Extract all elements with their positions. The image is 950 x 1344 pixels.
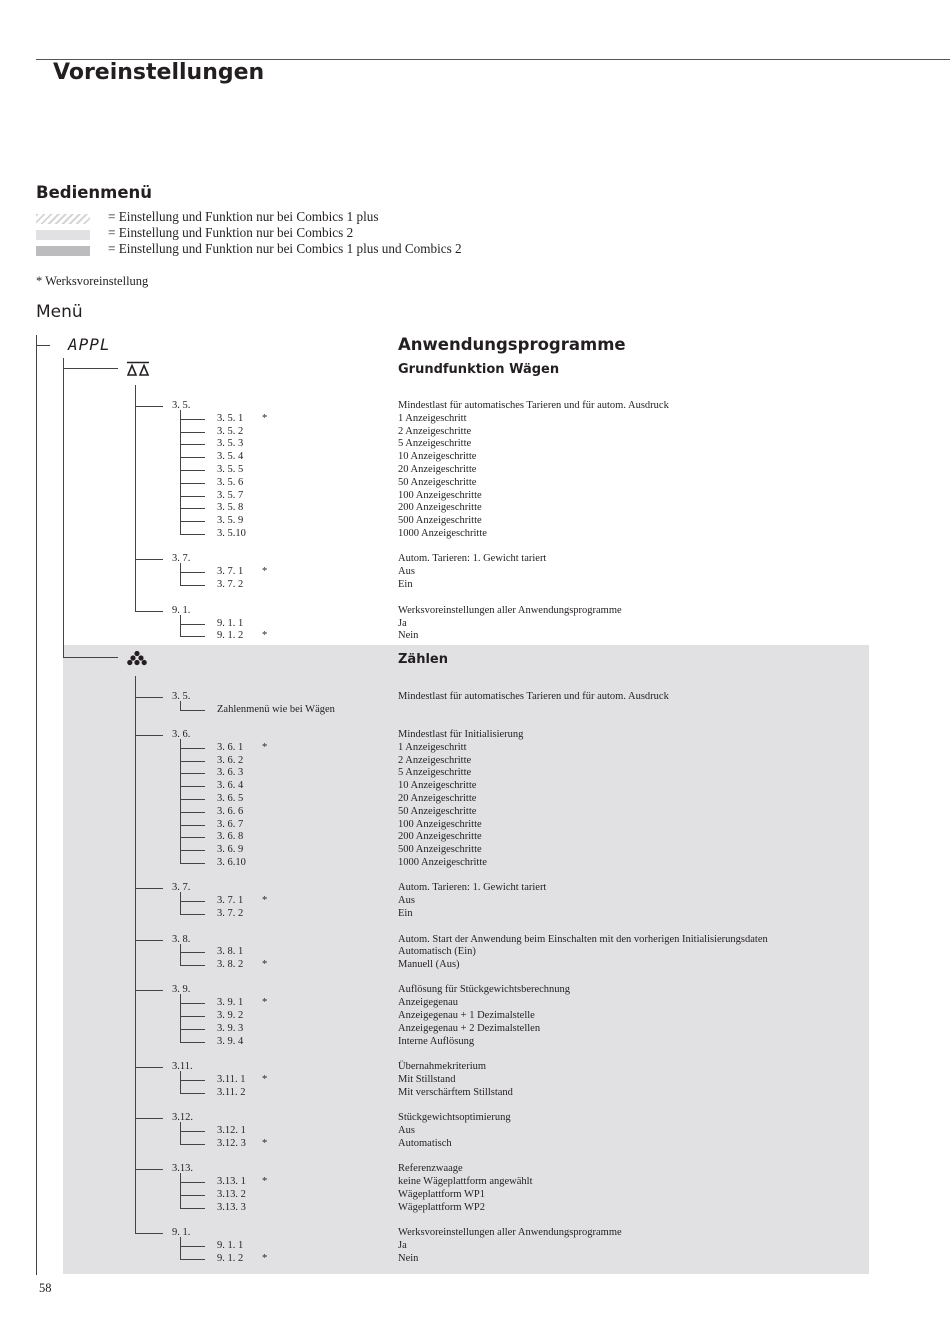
menu-code: 3. 9. 1 — [217, 997, 244, 1008]
menu-code: 3. 7. — [172, 882, 191, 893]
menu-description: Autom. Tarieren: 1. Gewicht tariert — [398, 553, 547, 564]
menu-description: Mindestlast für automatisches Tarieren und für autom. Ausdruck — [398, 691, 669, 702]
factory-default-marker: * — [262, 1176, 268, 1187]
dark-gray-swatch — [36, 246, 90, 256]
menu-description: Aus — [398, 895, 415, 906]
menu-code: 3. 6. 9 — [217, 844, 244, 855]
menu-code: 3. 5. 5 — [217, 464, 244, 475]
menu-description: Ein — [398, 579, 413, 590]
menu-code: 9. 1. — [172, 1227, 191, 1238]
menu-code: 3.13. 2 — [217, 1189, 246, 1200]
counting-row — [0, 1086, 950, 1099]
menu-description: Autom. Tarieren: 1. Gewicht tariert — [398, 882, 547, 893]
menu-description: Anzeigegenau + 2 Dezimalstellen — [398, 1023, 541, 1034]
counting-row — [0, 779, 950, 792]
menu-description: Nein — [398, 630, 419, 641]
counting-row — [0, 1060, 950, 1073]
legend-text: = Einstellung und Funktion nur bei Combics 1 plus und Combics 2 — [108, 241, 462, 256]
weighing-row — [0, 501, 950, 514]
menu-code: 3. 6. 5 — [217, 793, 244, 804]
menu-code: 3. 8. 1 — [217, 946, 244, 957]
factory-default-marker: * — [262, 959, 268, 970]
weighing-row — [0, 565, 950, 578]
menu-description: Manuell (Aus) — [398, 959, 460, 970]
menu-description: Interne Auflösung — [398, 1036, 475, 1047]
menu-code: 3. 5.10 — [217, 528, 246, 539]
counting-row — [0, 996, 950, 1009]
counting-row — [0, 1022, 950, 1035]
menu-code: 3. 5. 4 — [217, 451, 244, 462]
counting-row — [0, 792, 950, 805]
menu-description: Anzeigegenau + 1 Dezimalstelle — [398, 1010, 535, 1021]
weighing-row — [0, 463, 950, 476]
menu-description: Übernahmekriterium — [398, 1061, 487, 1072]
counting-row — [0, 1073, 950, 1086]
factory-default-marker: * — [262, 1074, 268, 1085]
appl-code: APPL — [68, 335, 111, 354]
counting-row — [0, 894, 950, 907]
menu-description: Auflösung für Stückgewichtsberechnung — [398, 984, 571, 995]
menu-code: 3.11. — [172, 1061, 193, 1072]
counting-row — [0, 1226, 950, 1239]
weighing-row — [0, 437, 950, 450]
menu-code: 3. 9. 2 — [217, 1010, 244, 1021]
menu-description: Stückgewichtsoptimierung — [398, 1112, 511, 1123]
counting-row — [0, 805, 950, 818]
menu-description: Automatisch — [398, 1138, 452, 1149]
counting-row — [0, 1009, 950, 1022]
menu-description: 1 Anzeigeschritt — [398, 742, 467, 753]
menu-description: 200 Anzeigeschritte — [398, 502, 482, 513]
appl-heading: Anwendungsprogramme — [398, 335, 626, 354]
menu-description: 500 Anzeigeschritte — [398, 844, 482, 855]
factory-default-marker: * — [262, 413, 268, 424]
menu-description: 1000 Anzeigeschritte — [398, 857, 487, 868]
menu-code: 3. 6. 6 — [217, 806, 244, 817]
factory-default-marker: * — [262, 742, 268, 753]
tree-branch — [63, 368, 118, 369]
menu-code: 3. 6. 7 — [217, 819, 244, 830]
hatched-swatch — [36, 214, 90, 224]
menu-code: 9. 1. 1 — [217, 618, 244, 629]
menu-description: 5 Anzeigeschritte — [398, 767, 472, 778]
counting-row — [0, 830, 950, 843]
counting-row — [0, 856, 950, 869]
menu-description: Mindestlast für Initialisierung — [398, 729, 524, 740]
menu-description: Aus — [398, 566, 415, 577]
menu-code: 3. 9. 3 — [217, 1023, 244, 1034]
weighing-row — [0, 450, 950, 463]
menu-code: 3. 5. 1 — [217, 413, 244, 424]
factory-default-marker: * — [262, 1138, 268, 1149]
menu-description: 20 Anzeigeschritte — [398, 464, 477, 475]
menu-description: 5 Anzeigeschritte — [398, 438, 472, 449]
weighing-row — [0, 578, 950, 591]
tree-branch — [36, 345, 50, 346]
weighing-row — [0, 412, 950, 425]
weighing-row — [0, 476, 950, 489]
counting-row — [0, 983, 950, 996]
menu-code: 3. 8. — [172, 934, 191, 945]
menu-description: Anzeigegenau — [398, 997, 459, 1008]
menu-code: 3.13. 3 — [217, 1202, 246, 1213]
light-gray-swatch — [36, 230, 90, 240]
menu-description: Werksvoreinstellungen aller Anwendungsprogramme — [398, 1227, 622, 1238]
menu-code: 3. 6. 8 — [217, 831, 244, 842]
counting-row — [0, 766, 950, 779]
menu-description: Mit Stillstand — [398, 1074, 456, 1085]
weighing-row — [0, 604, 950, 617]
menu-description: 100 Anzeigeschritte — [398, 819, 482, 830]
menu-description: Automatisch (Ein) — [398, 946, 476, 957]
counting-row — [0, 1035, 950, 1048]
counting-row — [0, 907, 950, 920]
menu-code: 3. 9. — [172, 984, 191, 995]
counting-row — [0, 1124, 950, 1137]
menu-code: 3. 6. 3 — [217, 767, 244, 778]
counting-row — [0, 1162, 950, 1175]
menu-description: 10 Anzeigeschritte — [398, 451, 477, 462]
menu-description: Aus — [398, 1125, 415, 1136]
menu-code: 3.12. — [172, 1112, 193, 1123]
menu-description: Wägeplattform WP2 — [398, 1202, 485, 1213]
factory-default-marker: * — [262, 1253, 268, 1264]
menu-code: 3. 5. — [172, 691, 191, 702]
menu-description: 50 Anzeigeschritte — [398, 477, 477, 488]
counting-icon — [127, 650, 147, 666]
tree-branch — [63, 657, 118, 658]
counting-row — [0, 1188, 950, 1201]
menu-description: Mindestlast für automatisches Tarieren und für autom. Ausdruck — [398, 400, 669, 411]
menu-description: 2 Anzeigeschritte — [398, 426, 472, 437]
legend-text: = Einstellung und Funktion nur bei Combics 2 — [108, 225, 354, 240]
menu-code: 3.13. — [172, 1163, 193, 1174]
counting-row — [0, 1175, 950, 1188]
menu-code: 3.11. 2 — [217, 1087, 246, 1098]
weighing-row — [0, 552, 950, 565]
factory-default-marker: * — [262, 630, 268, 641]
menu-code: 3. 7. 1 — [217, 566, 244, 577]
page-number: 58 — [39, 1281, 52, 1295]
legend-text: = Einstellung und Funktion nur bei Combics 1 plus — [108, 209, 379, 224]
menu-code: 3. 6. — [172, 729, 191, 740]
counting-row — [0, 741, 950, 754]
menu-code: 9. 1. 2 — [217, 1253, 244, 1264]
factory-default-marker: * — [262, 895, 268, 906]
menu-code: 3. 7. 1 — [217, 895, 244, 906]
menu-code: 3. 5. 6 — [217, 477, 244, 488]
counting-row — [0, 843, 950, 856]
menu-code: Zahlenmenü wie bei Wägen — [217, 704, 335, 715]
menu-description: 50 Anzeigeschritte — [398, 806, 477, 817]
menu-description: Nein — [398, 1253, 419, 1264]
menu-code: 3. 6.10 — [217, 857, 246, 868]
counting-row — [0, 1239, 950, 1252]
factory-default-marker: * — [262, 566, 268, 577]
menu-code: 3. 5. 7 — [217, 490, 244, 501]
weighing-row — [0, 514, 950, 527]
menu-code: 3. 7. 2 — [217, 908, 244, 919]
counting-row — [0, 1111, 950, 1124]
menu-code: 3. 8. 2 — [217, 959, 244, 970]
menu-code: 3.12. 1 — [217, 1125, 246, 1136]
menu-code: 3. 5. 3 — [217, 438, 244, 449]
menu-code: 3. 5. 9 — [217, 515, 244, 526]
menu-description: Referenzwaage — [398, 1163, 463, 1174]
menu-description: 2 Anzeigeschritte — [398, 755, 472, 766]
counting-row — [0, 1252, 950, 1265]
menu-code: 9. 1. 1 — [217, 1240, 244, 1251]
menu-code: 9. 1. 2 — [217, 630, 244, 641]
counting-row — [0, 945, 950, 958]
counting-row — [0, 703, 950, 716]
menu-code: 3. 9. 4 — [217, 1036, 244, 1047]
factory-default-marker: * — [262, 997, 268, 1008]
menu-description: 100 Anzeigeschritte — [398, 490, 482, 501]
menu-description: Ja — [398, 1240, 407, 1251]
menu-description: Wägeplattform WP1 — [398, 1189, 485, 1200]
counting-row — [0, 690, 950, 703]
menu-description: Autom. Start der Anwendung beim Einschalten mit den vorherigen Initialisierungsdaten — [398, 934, 768, 945]
counting-row — [0, 881, 950, 894]
factory-setting-note: * Werksvoreinstellung — [36, 274, 149, 288]
menu-code: 3. 6. 2 — [217, 755, 244, 766]
menu-code: 3. 7. — [172, 553, 191, 564]
menu-code: 3.11. 1 — [217, 1074, 246, 1085]
weighing-row — [0, 399, 950, 412]
menu-description: 200 Anzeigeschritte — [398, 831, 482, 842]
menu-description: Ja — [398, 618, 407, 629]
menu-description: keine Wägeplattform angewählt — [398, 1176, 533, 1187]
menu-code: 3.12. 3 — [217, 1138, 246, 1149]
menu-code: 3. 6. 1 — [217, 742, 244, 753]
page-title: Voreinstellungen — [53, 60, 265, 85]
menu-description: Ein — [398, 908, 413, 919]
menu-code: 3. 6. 4 — [217, 780, 244, 791]
menu-code: 3. 5. — [172, 400, 191, 411]
menu-code: 3. 5. 8 — [217, 502, 244, 513]
menu-code: 3.13. 1 — [217, 1176, 246, 1187]
counting-row — [0, 728, 950, 741]
section-heading: Bedienmenü — [36, 183, 153, 202]
weighing-row — [0, 527, 950, 540]
weighing-row — [0, 629, 950, 642]
menu-description: 500 Anzeigeschritte — [398, 515, 482, 526]
menu-label: Menü — [36, 302, 83, 322]
weighing-heading: Grundfunktion Wägen — [398, 362, 560, 377]
counting-heading: Zählen — [398, 652, 448, 667]
menu-code: 3. 5. 2 — [217, 426, 244, 437]
menu-description: 1 Anzeigeschritt — [398, 413, 467, 424]
menu-description: 20 Anzeigeschritte — [398, 793, 477, 804]
menu-description: Werksvoreinstellungen aller Anwendungsprogramme — [398, 605, 622, 616]
menu-code: 9. 1. — [172, 605, 191, 616]
menu-description: Mit verschärftem Stillstand — [398, 1087, 513, 1098]
counting-row — [0, 958, 950, 971]
scale-icon — [126, 361, 150, 377]
menu-description: 10 Anzeigeschritte — [398, 780, 477, 791]
menu-code: 3. 7. 2 — [217, 579, 244, 590]
menu-description: 1000 Anzeigeschritte — [398, 528, 487, 539]
counting-row — [0, 1201, 950, 1214]
counting-row — [0, 1137, 950, 1150]
